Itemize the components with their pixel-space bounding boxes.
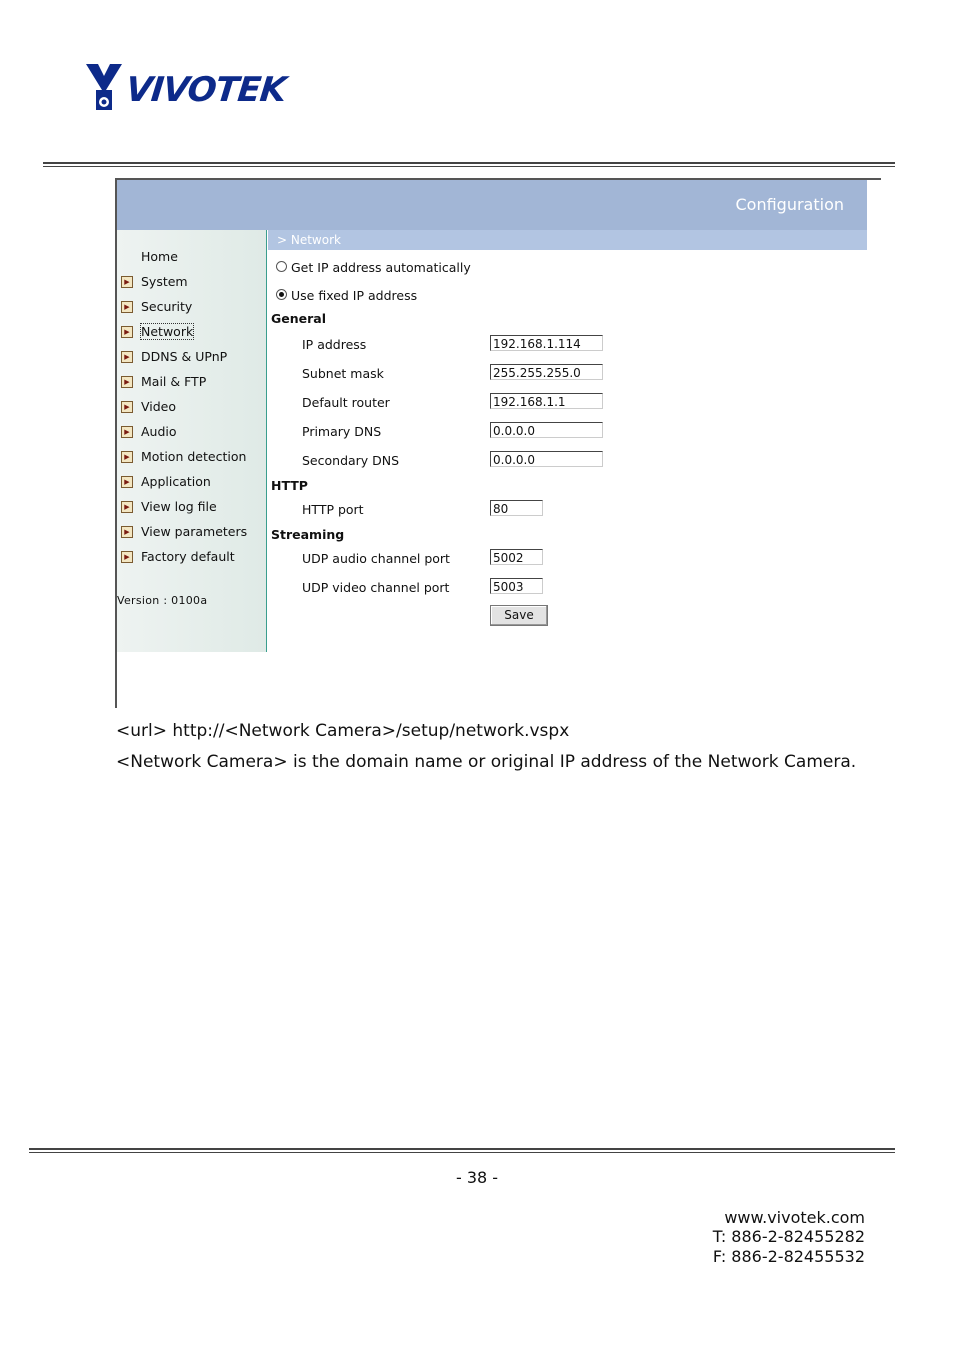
radio-fixed-ip-label: Use fixed IP address	[291, 288, 418, 303]
sidebar-item-view-parameters[interactable]: View parameters	[141, 524, 248, 539]
secondary-dns-label: Secondary DNS	[302, 453, 400, 468]
primary-dns-label: Primary DNS	[302, 424, 382, 439]
udp-audio-port-label: UDP audio channel port	[302, 551, 450, 566]
group-streaming-title: Streaming	[271, 527, 345, 542]
sidebar-item-home[interactable]: Home	[141, 249, 178, 264]
subnet-mask-input[interactable]: 255.255.255.0	[490, 364, 603, 380]
sidebar-item-video[interactable]: Video	[141, 399, 177, 414]
header-rule-2	[43, 166, 895, 167]
ip-address-input[interactable]: 192.168.1.114	[490, 335, 603, 351]
radio-button-selected-icon[interactable]	[276, 289, 287, 300]
vivotek-logo	[84, 60, 294, 116]
camera-logo-icon	[84, 62, 124, 114]
sidebar-item-application[interactable]: Application	[141, 474, 211, 489]
sidebar-item-network[interactable]: Network	[141, 324, 194, 339]
sidebar-item-audio[interactable]: Audio	[141, 424, 177, 439]
arrow-icon: ▶	[121, 476, 133, 488]
udp-video-port-label: UDP video channel port	[302, 580, 450, 595]
arrow-icon: ▶	[121, 526, 133, 538]
sidebar-item-mail-ftp[interactable]: Mail & FTP	[141, 374, 207, 389]
arrow-icon: ▶	[121, 376, 133, 388]
ip-address-label: IP address	[302, 337, 367, 352]
subnet-mask-label: Subnet mask	[302, 366, 384, 381]
arrow-icon: ▶	[121, 401, 133, 413]
default-router-label: Default router	[302, 395, 390, 410]
website: www.vivotek.com	[724, 1208, 865, 1227]
header-rule-1	[43, 162, 895, 164]
url-line: <url> http://<Network Camera>/setup/network.vspx	[116, 721, 570, 741]
http-port-label: HTTP port	[302, 502, 364, 517]
sidebar-item-motion-detection[interactable]: Motion detection	[141, 449, 247, 464]
fax-number: F: 886-2-82455532	[712, 1247, 865, 1266]
page-number: - 38 -	[455, 1168, 499, 1187]
arrow-icon: ▶	[121, 451, 133, 463]
secondary-dns-input[interactable]: 0.0.0.0	[490, 451, 603, 467]
sidebar-item-factory-default[interactable]: Factory default	[141, 549, 235, 564]
version-label: Version : 0100a	[117, 594, 208, 607]
phone-number: T: 886-2-82455282	[712, 1227, 865, 1246]
radio-auto-ip[interactable]	[276, 260, 471, 275]
arrow-icon: ▶	[121, 276, 133, 288]
config-title: Configuration	[735, 195, 844, 214]
footer-rule-1	[29, 1148, 895, 1150]
sidebar-item-view-log-file[interactable]: View log file	[141, 499, 217, 514]
sidebar-divider	[266, 230, 267, 652]
radio-auto-ip-label: Get IP address automatically	[291, 260, 471, 275]
sidebar-item-ddns-upnp[interactable]: DDNS & UPnP	[141, 349, 228, 364]
arrow-icon: ▶	[121, 326, 133, 338]
section-title: > Network	[277, 233, 341, 247]
sidebar-item-security[interactable]: Security	[141, 299, 193, 314]
group-http-title: HTTP	[271, 478, 308, 493]
arrow-icon: ▶	[121, 501, 133, 513]
footer-rule-2	[29, 1152, 895, 1153]
radio-fixed-ip[interactable]	[276, 288, 417, 303]
primary-dns-input[interactable]: 0.0.0.0	[490, 422, 603, 438]
radio-button-icon[interactable]	[276, 261, 287, 272]
arrow-icon: ▶	[121, 426, 133, 438]
logo-wordmark: VIVOTEK	[123, 70, 288, 110]
udp-video-port-input[interactable]: 5003	[490, 578, 543, 594]
save-button[interactable]: Save	[490, 605, 548, 626]
sidebar-item-system[interactable]: System	[141, 274, 188, 289]
description-paragraph: <Network Camera> is the domain name or original IP address of the Network Camera.	[116, 752, 857, 772]
section-bar	[268, 230, 867, 250]
udp-audio-port-input[interactable]: 5002	[490, 549, 543, 565]
arrow-icon: ▶	[121, 301, 133, 313]
group-general-title: General	[271, 311, 326, 326]
arrow-icon: ▶	[121, 351, 133, 363]
arrow-icon: ▶	[121, 551, 133, 563]
sidebar	[117, 230, 267, 652]
http-port-input[interactable]: 80	[490, 500, 543, 516]
default-router-input[interactable]: 192.168.1.1	[490, 393, 603, 409]
